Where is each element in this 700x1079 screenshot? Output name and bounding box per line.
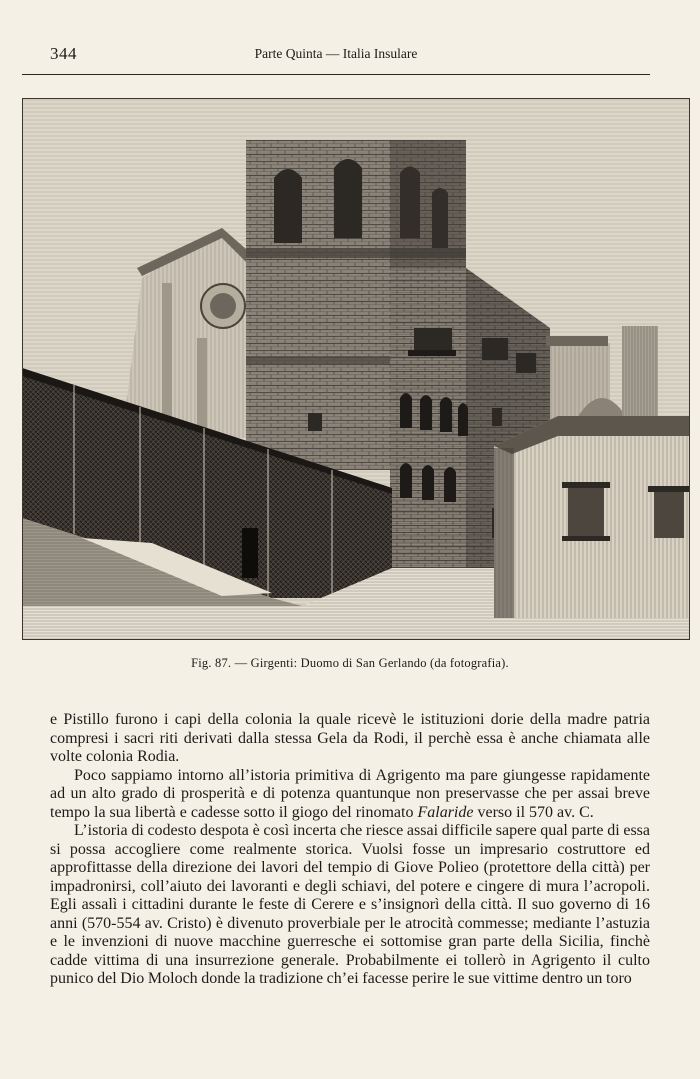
paragraph-2-italic-name: Falaride [417,803,474,821]
duomo-engraving [22,98,690,640]
page-number: 344 [50,44,77,63]
figure-caption: Fig. 87. — Girgenti: Duomo di San Gerlando (da fotografia). [191,656,509,670]
header-rule [22,74,650,75]
paragraph-2 [50,767,650,823]
paragraph-3: L’istoria di codesto despota è così incerta che riesce assai difficile sapere qual parte di essa si possa accogliere come realmente storica. Vuolsi fosse un impresario costruttore ed approfittasse della direzione dei lavori del tempio di Giove Polieo (protettore della città) per impadronirsi, coll’aiuto dei lavoranti e degli schiavi, del potere e cingere di mura l’acropoli. Egli assalì i cittadini durante le feste di Cerere e s’insignorì della città. Il suo governo di 16 anni (570-554 av. Cristo) è divenuto proverbiale per le atrocità commesse; mediante l’astuzia e le invenzioni di nuove macchine guerresche ei sottomise gran parte della Sicilia, finchè cadde vittima di una insurrezione generale. Probabilmente ei tollerò in Agrigento il culto punico del Dio Moloch donde la tradizione ch’ei facesse perire le sue vittime dentro un toro [50,822,650,987]
body-text [50,711,650,989]
paragraph-1: e Pistillo furono i capi della colonia la quale ricevè le istituzioni dorie della madre patria compresi i sacri riti derivati dalla stessa Gela da Rodi, il perchè essa è anche chiamata alle volte colonia Rodia. [50,711,650,765]
page-header [22,44,650,66]
paragraph-2-start: Poco sappiamo intorno all’istoria primitiva di Agrigento ma pare giungesse rapidamente ad un alto grado di prosperità e di potenza quantunque non preservasse che per assai breve tempo la sua libertà e cadesse sotto il giogo del rinomato [50,766,650,821]
running-title: Parte Quinta — Italia Insulare [254,46,418,61]
paragraph-2-end: verso il 570 av. C. [477,803,594,821]
engraving-illustration [22,98,690,640]
